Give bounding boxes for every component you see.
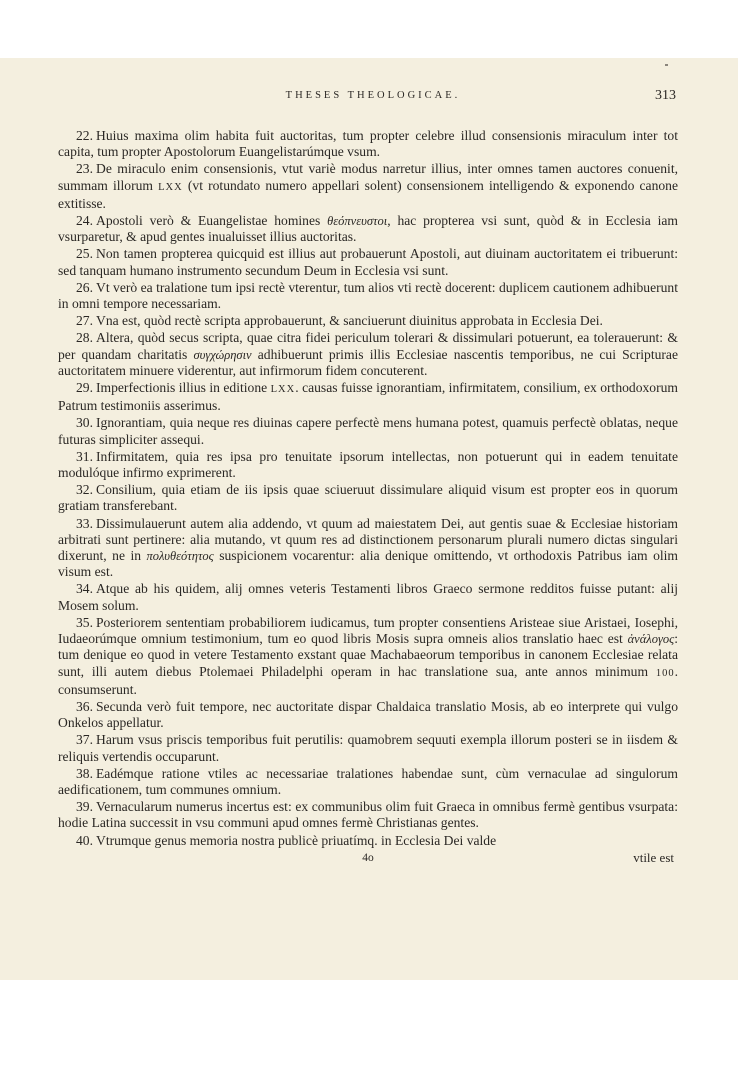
thesis-paragraph xyxy=(58,799,678,831)
catchword: vtile est xyxy=(633,849,674,865)
thesis-paragraph xyxy=(58,330,678,379)
thesis-paragraph xyxy=(58,516,678,581)
page-footer xyxy=(58,850,678,866)
thesis-number: 37. xyxy=(76,732,93,748)
thesis-text: Huius maxima olim habita fuit auctoritas, tum propter celebre illud consensionis miraculum inter tot capita, tum propter Apostolorum Euangelistarúmque vsum. xyxy=(58,128,678,160)
greek-term: ἀνάλογος xyxy=(627,632,675,647)
thesis-paragraph xyxy=(58,449,678,481)
thesis-number: 40. xyxy=(76,832,93,848)
thesis-text: Vt verò ea tralatione tum ipsi rectè vterentur, tum alios vti rectè docerent: duplicem cautionem adhibuerunt in omni tempore necessariam. xyxy=(58,279,678,312)
thesis-text: Imperfectionis illius in editione xyxy=(96,380,271,396)
thesis-text: Apostoli verò & Euangelistae homines xyxy=(96,213,328,229)
thesis-text: (vt rotundato numero appellari solent) consensionem intelligendo & exponendo canone extitisse. xyxy=(58,177,678,211)
text-body xyxy=(58,128,678,866)
thesis-paragraph xyxy=(58,615,678,698)
numeral: LXX xyxy=(270,384,296,396)
thesis-paragraph xyxy=(58,699,678,731)
thesis-text: Dissimulauerunt autem alia addendo, vt quum ad maiestatem Dei, aut gentis suae & Ecclesiae historiam arbitrati sunt pertinere: alia mutando, vt quum res ad distinctionem personarum plurali numero dictas singulari dixerunt, ne in xyxy=(58,515,678,564)
thesis-text: Atque ab his quidem, alij omnes veteris Testamenti libros Graeco sermone redditos fuisse putant: alij Mosem solum. xyxy=(58,581,678,613)
thesis-text: . consumserunt. xyxy=(58,663,678,697)
thesis-paragraph xyxy=(58,415,678,447)
thesis-paragraph xyxy=(58,280,678,312)
thesis-text: Infirmitatem, quia res ipsa pro tenuitate ipsorum intellectas, non potuerunt qui in eadem tenuitate modulóque infirmo exprimerent. xyxy=(58,448,678,481)
thesis-paragraph xyxy=(58,833,678,849)
greek-term: θεόπνευστοι xyxy=(327,214,388,229)
thesis-number: 35. xyxy=(76,614,93,630)
thesis-text: Posteriorem sententiam probabiliorem iudicamus, tum propter consentiens Aristeae siue Aristaei, Iosephi, Iudaeorúmque omnium testimonium, tum eo quod libris Mosis supra omneis alios translatio haec est xyxy=(58,614,678,647)
thesis-number: 39. xyxy=(76,799,93,815)
thesis-number: 22. xyxy=(76,128,93,143)
thesis-text: Ignorantiam, quia neque res diuinas capere perfectè mens humana potest, quamuis perfectè oblatas, neque futuras simpliciter assequi. xyxy=(58,415,678,447)
thesis-paragraph xyxy=(58,380,678,414)
thesis-paragraph xyxy=(58,732,678,764)
thesis-text: Vtrumque genus memoria nostra publicè priuatímq. in Ecclesia Dei valde xyxy=(96,832,497,848)
thesis-number: 34. xyxy=(76,581,93,597)
thesis-text: . causas fuisse ignorantiam, infirmitatem, consilium, ex orthodoxorum Patrum testimoniis asserimus. xyxy=(58,380,679,414)
thesis-paragraph xyxy=(58,161,678,212)
thesis-text: Eadémque ratione vtiles ac necessariae tralationes habendae sunt, cùm vernaculae ad singulorum aedificationem, tum communes omnium. xyxy=(58,765,678,797)
thesis-number: 27. xyxy=(76,313,93,329)
thesis-text: : tum denique eo quod in vetere Testamento exstant quae Machabaeorum temporibus in canonem Ecclesiae relata sunt, illi autem diebus Ptolemaei Philadelphi operam in hac translatione sua, ante annos minimum xyxy=(58,631,678,679)
numeral: LXX xyxy=(158,181,183,193)
thesis-paragraph xyxy=(58,766,678,798)
page-header xyxy=(70,90,676,108)
thesis-number: 33. xyxy=(76,515,93,531)
thesis-number: 24. xyxy=(76,213,93,229)
thesis-text: Secunda verò fuit tempore, nec auctoritate dispar Chaldaica translatio Mosis, ab eo interprete qui vulgo Onkelos appellatur. xyxy=(58,698,678,731)
thesis-paragraph xyxy=(58,213,678,245)
thesis-paragraph xyxy=(58,246,678,278)
thesis-number: 28. xyxy=(76,330,93,346)
thesis-text: Vna est, quòd rectè scripta approbauerunt, & sanciuerunt diuinitus approbata in Ecclesia Dei. xyxy=(96,313,603,329)
thesis-paragraph xyxy=(58,128,678,160)
thesis-text: Vernacularum numerus incertus est: ex communibus olim fuit Graeca in omnibus fermè gentibus vsurpata: hodie Latina successit in vsu communi apud omnes fermè Christianas gentes. xyxy=(58,799,678,831)
scan-speck xyxy=(665,64,668,66)
thesis-number: 25. xyxy=(76,246,93,262)
thesis-number: 36. xyxy=(76,698,93,714)
thesis-text: adhibuerunt primis illis Ecclesiae nascentis temporibus, ne cui Scripturae auctoritatem minuere viderentur, aut infirmorum fidem concuterent. xyxy=(58,346,678,378)
thesis-text: De miraculo enim consensionis, vtut variè modus narretur illius, inter omnes tamen auctores conuenit, summam illorum xyxy=(58,161,678,193)
page-number: 313 xyxy=(655,88,676,103)
thesis-number: 26. xyxy=(76,279,93,295)
thesis-text: Consilium, quia etiam de iis ipsis quae sciueruut dissimulare aliquid visum est propter eos in quorum gratiam transferebant. xyxy=(58,482,678,514)
thesis-number: 32. xyxy=(76,482,93,498)
thesis-text: Altera, quòd secus scripta, quae citra fidei periculum tolerari & dissimulari potuerunt, ea tolerauerunt: & per quandam charitatis xyxy=(58,330,678,362)
thesis-text: , hac propterea vsi sunt, quòd & in Ecclesia iam vsurparetur, & apud gentes inualuisset illius auctoritas. xyxy=(58,213,678,245)
thesis-text: Harum vsus priscis temporibus fuit perutilis: quamobrem sequuti exempla illorum posteri se in iisdem & reliquis vertendis occuparunt. xyxy=(58,732,678,764)
thesis-number: 30. xyxy=(76,415,93,431)
thesis-text: Non tamen propterea quicquid est illius aut probauerunt Apostoli, aut diuinam auctoritatem ei tribuerunt: sed tanquam humano instrumento secundum Deum in Ecclesia vsi sunt. xyxy=(58,246,678,278)
thesis-number: 38. xyxy=(76,765,93,781)
signature-mark: 4o xyxy=(362,851,374,864)
thesis-paragraph xyxy=(58,482,678,514)
thesis-number: 23. xyxy=(76,161,93,177)
thesis-paragraph xyxy=(58,581,678,613)
thesis-paragraph xyxy=(58,313,678,329)
greek-term: πολυθεότητος xyxy=(146,549,214,564)
thesis-list xyxy=(58,128,678,849)
thesis-text: suspicionem vocarentur: alia denique omittendo, vt orthodoxis Patribus iam olim visum est. xyxy=(58,548,678,580)
numeral: 100 xyxy=(655,667,675,679)
running-title: THESES THEOLOGICAE. xyxy=(285,90,461,101)
book-page xyxy=(0,58,738,980)
greek-term: συγχώρησιν xyxy=(193,347,252,362)
thesis-number: 31. xyxy=(76,448,93,464)
thesis-number: 29. xyxy=(76,380,93,396)
